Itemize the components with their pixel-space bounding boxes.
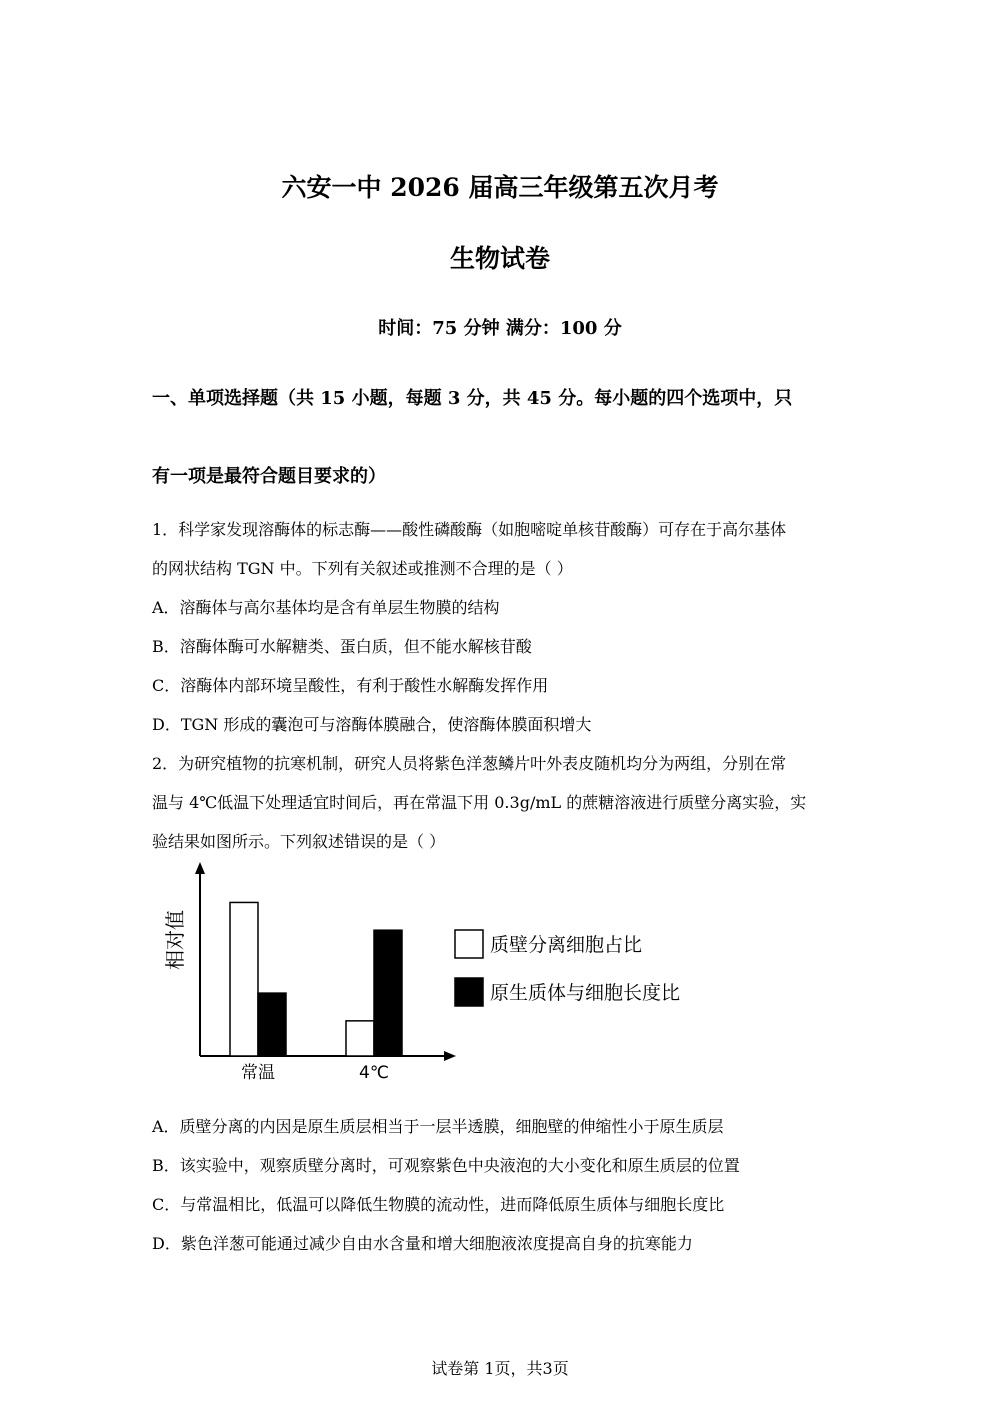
q1-option-c: C．溶酶体内部环境呈酸性，有利于酸性水解酶发挥作用 bbox=[152, 676, 549, 695]
bar-1-0 bbox=[346, 1021, 374, 1056]
section-heading-line2: 有一项是最符合题目要求的） bbox=[152, 466, 386, 487]
q1-stem-line2: 的网状结构 TGN 中。下列有关叙述或推测不合理的是（ ） bbox=[152, 559, 573, 578]
q2-stem-line1: 2．为研究植物的抗寒机制，研究人员将紫色洋葱鳞片叶外表皮随机均分为两组，分别在常 bbox=[152, 754, 787, 773]
y-axis-arrow bbox=[195, 862, 205, 874]
x-tick-label: 4℃ bbox=[359, 1063, 389, 1083]
legend-label: 原生质体与细胞长度比 bbox=[490, 982, 681, 1004]
q1-option-b: B．溶酶体酶可水解糖类、蛋白质，但不能水解核苷酸 bbox=[152, 637, 532, 656]
legend-swatch bbox=[455, 930, 483, 958]
q2-option-b: B．该实验中，观察质壁分离时，可观察紫色中央液泡的大小变化和原生质层的位置 bbox=[152, 1156, 740, 1175]
q2-option-d: D．紫色洋葱可能通过减少自由水含量和增大细胞液浓度提高自身的抗寒能力 bbox=[152, 1234, 693, 1253]
y-axis-label: 相对值 bbox=[163, 910, 187, 970]
q2-option-c: C．与常温相比，低温可以降低生物膜的流动性，进而降低原生质体与细胞长度比 bbox=[152, 1195, 725, 1214]
q1-option-d: D．TGN 形成的囊泡可与溶酶体膜融合，使溶酶体膜面积增大 bbox=[152, 715, 592, 734]
q1-option-a: A．溶酶体与高尔基体均是含有单层生物膜的结构 bbox=[152, 598, 500, 617]
exam-info: 时间：75 分钟 满分：100 分 bbox=[378, 318, 622, 339]
bar-1-1 bbox=[374, 930, 402, 1056]
bar-0-0 bbox=[230, 902, 258, 1056]
x-axis-arrow bbox=[444, 1051, 456, 1061]
section-heading-line1: 一、单项选择题（共 15 小题，每题 3 分，共 45 分。每小题的四个选项中，只 bbox=[152, 388, 793, 409]
q1-stem-line1: 1．科学家发现溶酶体的标志酶——酸性磷酸酶（如胞嘧啶单核苷酸酶）可存在于高尔基体 bbox=[152, 520, 787, 539]
chart-legend bbox=[455, 930, 680, 1006]
subject-title: 生物试卷 bbox=[449, 244, 550, 273]
q2-bar-chart bbox=[160, 860, 720, 1090]
bar-0-1 bbox=[258, 993, 286, 1056]
legend-swatch bbox=[455, 978, 483, 1006]
q2-stem-line3: 验结果如图所示。下列叙述错误的是（ ） bbox=[152, 832, 446, 851]
x-tick-label: 常温 bbox=[241, 1063, 275, 1083]
chart-bars bbox=[230, 902, 402, 1056]
legend-label: 质壁分离细胞占比 bbox=[490, 934, 643, 956]
page-footer: 试卷第 1页，共3页 bbox=[431, 1359, 569, 1378]
q2-option-a: A．质壁分离的内因是原生质层相当于一层半透膜，细胞壁的伸缩性小于原生质层 bbox=[152, 1117, 724, 1136]
q2-stem-line2: 温与 4℃低温下处理适宜时间后，再在常温下用 0.3g/mL 的蔗糖溶液进行质壁分离实验，实 bbox=[152, 793, 807, 812]
exam-title: 六安一中 2026 届高三年级第五次月考 bbox=[281, 173, 719, 202]
